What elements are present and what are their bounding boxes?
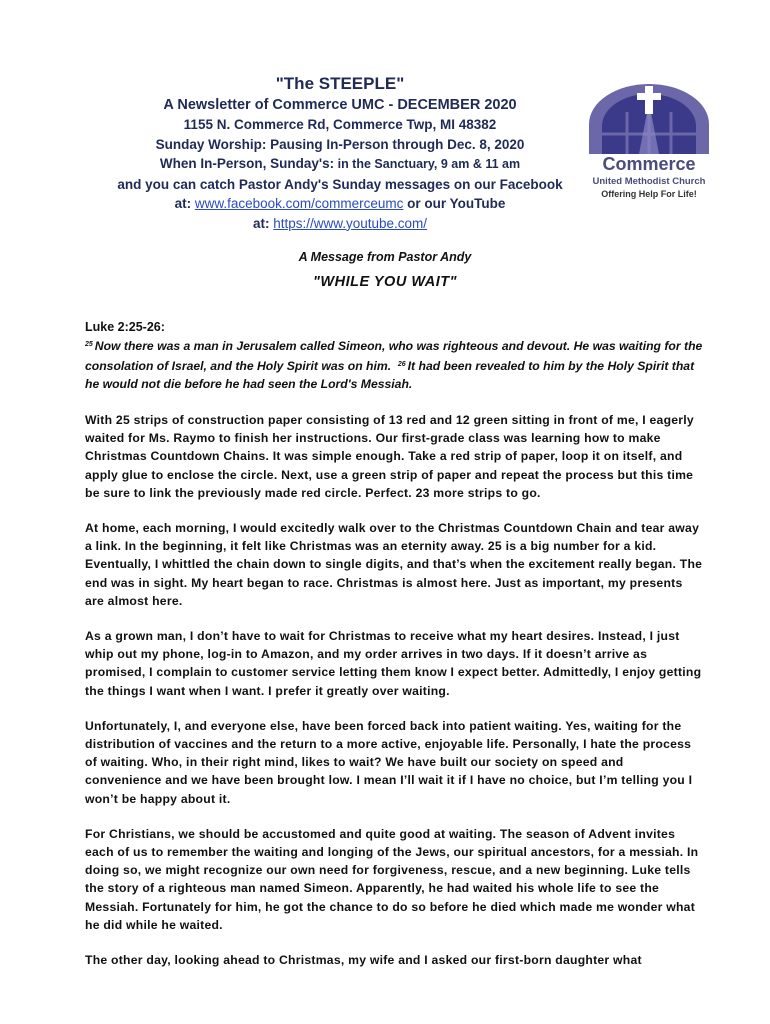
youtube-line — [60, 214, 620, 234]
message-body — [85, 318, 703, 986]
church-window-icon — [584, 82, 714, 156]
paragraph: With 25 strips of construction paper consisting of 13 red and 12 green sitting in front of me, I eagerly waited for Ms. Raymo to finish her instructions. Our first-grade class was learning how to make Christmas Countdown Chains. It was simple enough. Take a red strip of paper, loop it on itself, and apply glue to enclose the circle. Next, use a green strip of paper and repeat the process but this time be sure to link the previously made red circle. Perfect. 23 more strips to go. — [85, 412, 694, 500]
logo-name: Commerce — [602, 154, 696, 174]
verse-text: It had been revealed to him by the Holy Spirit that he would not die before he had seen the Lord's Messiah. — [85, 358, 695, 392]
paragraph: Unfortunately, I, and everyone else, have been forced back into patient waiting. Yes, waiting for the distribution of vaccines and the return to a more active, enjoyable life. Personally, I hate the process of waiting. Who, in their right mind, likes to wait? We have built our society on speed and convenience and we have been brought low. I mean I’ll wait it if I have no choice, but I’m telling you I won’t be happy about it. — [85, 718, 693, 806]
facebook-suffix: or our YouTube — [407, 196, 506, 211]
sermon-title: "WHILE YOU WAIT" — [313, 274, 457, 290]
inperson-detail: in the Sanctuary, 9 am & 11 am — [334, 157, 521, 171]
paragraph: At home, each morning, I would excitedly walk over to the Christmas Countdown Chain and tear away a link. In the beginning, it felt like Christmas was an eternity away. 25 is a big number for a kid. Eventually, I whittled the chain down to single digits, and that’s when the excitement really began. The end was in sight. My heart began to race. Christmas is almost here. Just as important, my presents are almost here. — [85, 521, 703, 608]
facebook-link[interactable]: www.facebook.com/commerceumc — [194, 196, 404, 211]
youtube-prefix: at: — [252, 215, 270, 231]
church-address: 1155 N. Commerce Rd, Commerce Twp, MI 48382 — [183, 117, 497, 132]
paragraph: The other day, looking ahead to Christmas, my wife and I asked our first-born daughter what — [85, 953, 642, 968]
paragraph: For Christians, we should be accustomed and quite good at waiting. The season of Advent invites each of us to remember the waiting and longing of the Jews, our spiritual ancestors, for a messiah. In doing so, we might recognize our own need for forgiveness, rescue, and a new beginning. Luke tells the story of a righteous man named Simeon. Apparently, he had waited his whole life to see the Messiah. Fortunately for him, he got the chance to do so before he died which made me wonder what he did while he waited. — [85, 826, 699, 932]
facebook-line — [60, 194, 620, 214]
inperson-prefix: When In-Person, Sunday's: — [159, 156, 335, 171]
logo-tagline: Offering Help For Life! — [601, 189, 697, 199]
worship-status: Sunday Worship: Pausing In-Person through Dec. 8, 2020 — [155, 136, 525, 152]
scripture-text — [85, 336, 703, 394]
church-logo — [584, 82, 714, 206]
verse-number: 26 — [397, 360, 406, 368]
newsletter-title: "The STEEPLE" — [275, 74, 405, 93]
facebook-prefix: at: — [174, 196, 192, 211]
paragraph: As a grown man, I don’t have to wait for Christmas to receive what my heart desires. Instead, I just whip out my phone, log-in to Amazon, and my order arrives in two days. If it doesn’t arrive as promised, I complain to customer service letting them know I expect better. Admittedly, I enjoy getting the things I want when I want. I prefer it greatly over waiting. — [85, 629, 702, 698]
verse-text: Now there was a man in Jerusalem called Simeon, who was righteous and devout. He was waiting for the consolation of Israel, and the Holy Spirit was on him. — [85, 339, 703, 373]
verse-number: 25 — [85, 341, 93, 349]
inperson-times — [60, 154, 620, 175]
newsletter-subtitle: A Newsletter of Commerce UMC - DECEMBER 2020 — [163, 97, 517, 113]
newsletter-header — [60, 74, 620, 233]
scripture-reference: Luke 2:25-26: — [85, 320, 165, 334]
logo-subname: United Methodist Church — [592, 176, 706, 187]
catch-messages-line: and you can catch Pastor Andy's Sunday messages on our Facebook — [117, 176, 563, 192]
youtube-link[interactable]: https://www.youtube.com/ — [273, 215, 428, 231]
message-byline: A Message from Pastor Andy — [298, 250, 472, 264]
